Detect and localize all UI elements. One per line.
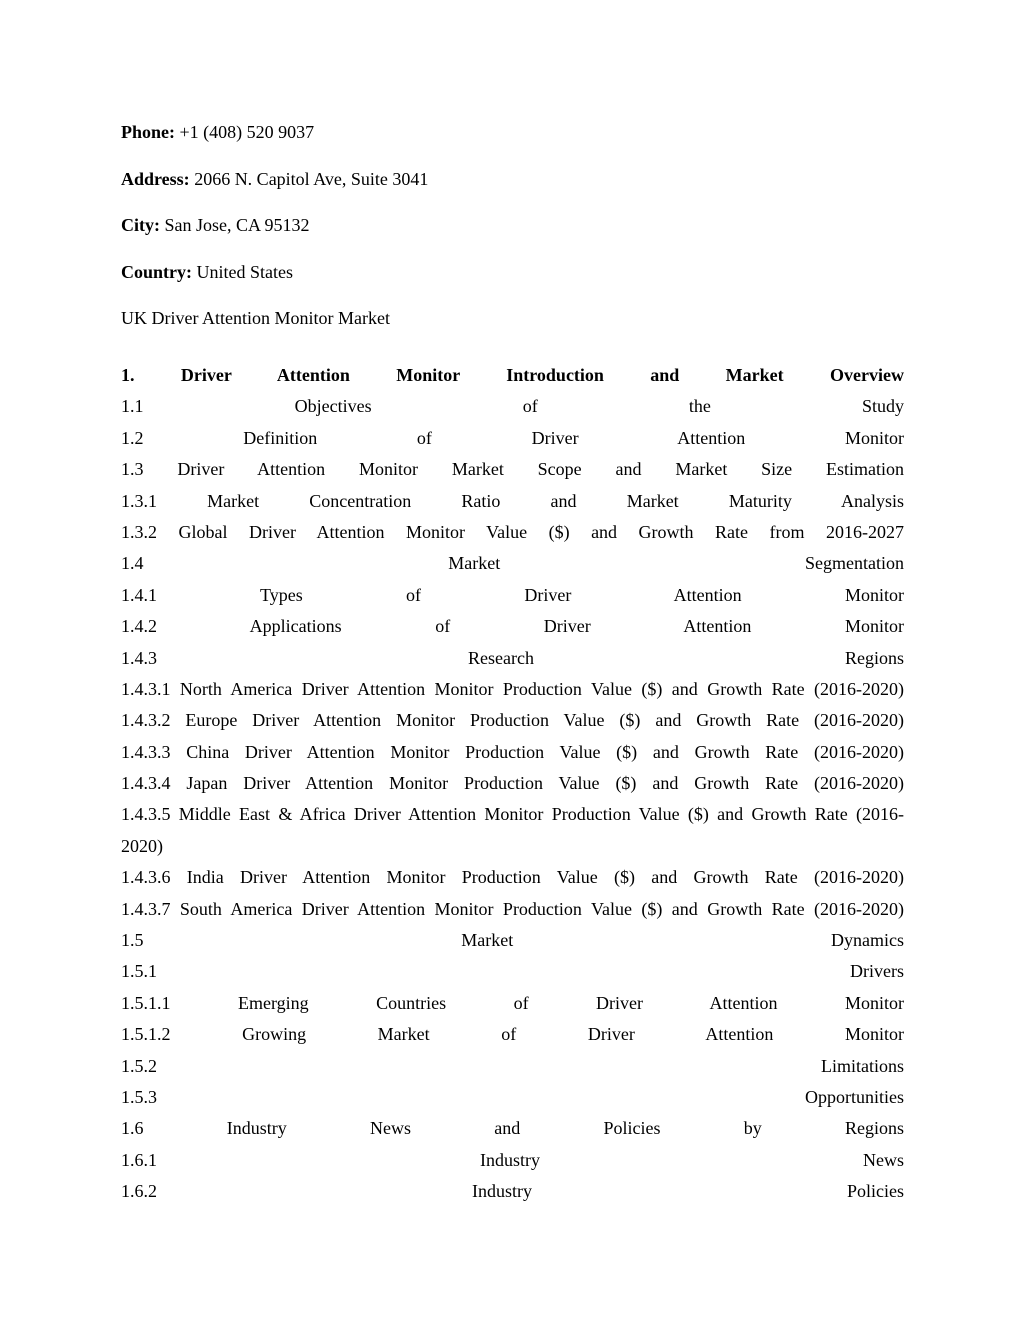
table-of-contents [121, 360, 904, 1208]
address-value: 2066 N. Capitol Ave, Suite 3041 [189, 169, 429, 189]
toc-line: 1.4.1 Types of Driver Attention Monitor [121, 584, 904, 605]
toc-line: 1.3.1 Market Concentration Ratio and Market Maturity Analysis [121, 490, 904, 511]
phone-value: +1 (408) 520 9037 [175, 122, 315, 142]
toc-line: 1.4.3.5 Middle East & Africa Driver Attention Monitor Production Value ($) and Growth Rate (2016- [121, 804, 904, 825]
toc-line: 1.3.2 Global Driver Attention Monitor Value ($) and Growth Rate from 2016-2027 [121, 521, 904, 542]
city-value: San Jose, CA 95132 [160, 215, 310, 235]
toc-line: 1.4.3.4 Japan Driver Attention Monitor Production Value ($) and Growth Rate (2016-2020) [121, 773, 904, 794]
toc-line: 1.5.1 Drivers [121, 961, 904, 982]
toc-line: 1.4 Market Segmentation [121, 553, 904, 574]
country-label: Country: [121, 262, 192, 282]
phone-line [121, 121, 314, 143]
report-title: UK Driver Attention Monitor Market [121, 308, 390, 328]
toc-line: 1.6.1 Industry News [121, 1149, 904, 1170]
toc-line: 1.6 Industry News and Policies by Regions [121, 1118, 904, 1139]
toc-line: 1.4.3.7 South America Driver Attention Monitor Production Value ($) and Growth Rate (2016-2020) [121, 898, 904, 919]
toc-line: 1.5 Market Dynamics [121, 930, 904, 951]
toc-line: 1.4.3.6 India Driver Attention Monitor Production Value ($) and Growth Rate (2016-2020) [121, 867, 904, 888]
toc-line: 1.5.2 Limitations [121, 1055, 904, 1076]
toc-line: 1.5.1.1 Emerging Countries of Driver Attention Monitor [121, 992, 904, 1013]
country-line [121, 261, 293, 283]
city-label: City: [121, 215, 160, 235]
city-line [121, 214, 310, 236]
address-line [121, 168, 428, 190]
phone-label: Phone: [121, 122, 175, 142]
country-value: United States [192, 262, 293, 282]
toc-line: 1.5.1.2 Growing Market of Driver Attention Monitor [121, 1024, 904, 1045]
toc-line: 1.4.3.3 China Driver Attention Monitor Production Value ($) and Growth Rate (2016-2020) [121, 741, 904, 762]
toc-line: 2020) [121, 835, 163, 856]
toc-line: 1.1 Objectives of the Study [121, 396, 904, 417]
toc-line: 1.6.2 Industry Policies [121, 1181, 904, 1202]
toc-line: 1. Driver Attention Monitor Introduction and Market Overview [121, 365, 904, 385]
toc-line: 1.2 Definition of Driver Attention Monitor [121, 427, 904, 448]
toc-line: 1.4.3.2 Europe Driver Attention Monitor Production Value ($) and Growth Rate (2016-2020) [121, 710, 904, 731]
toc-line: 1.4.3.1 North America Driver Attention Monitor Production Value ($) and Growth Rate (2016-2020) [121, 678, 904, 699]
toc-line: 1.4.3 Research Regions [121, 647, 904, 668]
toc-line: 1.4.2 Applications of Driver Attention Monitor [121, 616, 904, 637]
address-label: Address: [121, 169, 190, 189]
toc-line: 1.5.3 Opportunities [121, 1086, 904, 1107]
toc-line: 1.3 Driver Attention Monitor Market Scope and Market Size Estimation [121, 459, 904, 480]
